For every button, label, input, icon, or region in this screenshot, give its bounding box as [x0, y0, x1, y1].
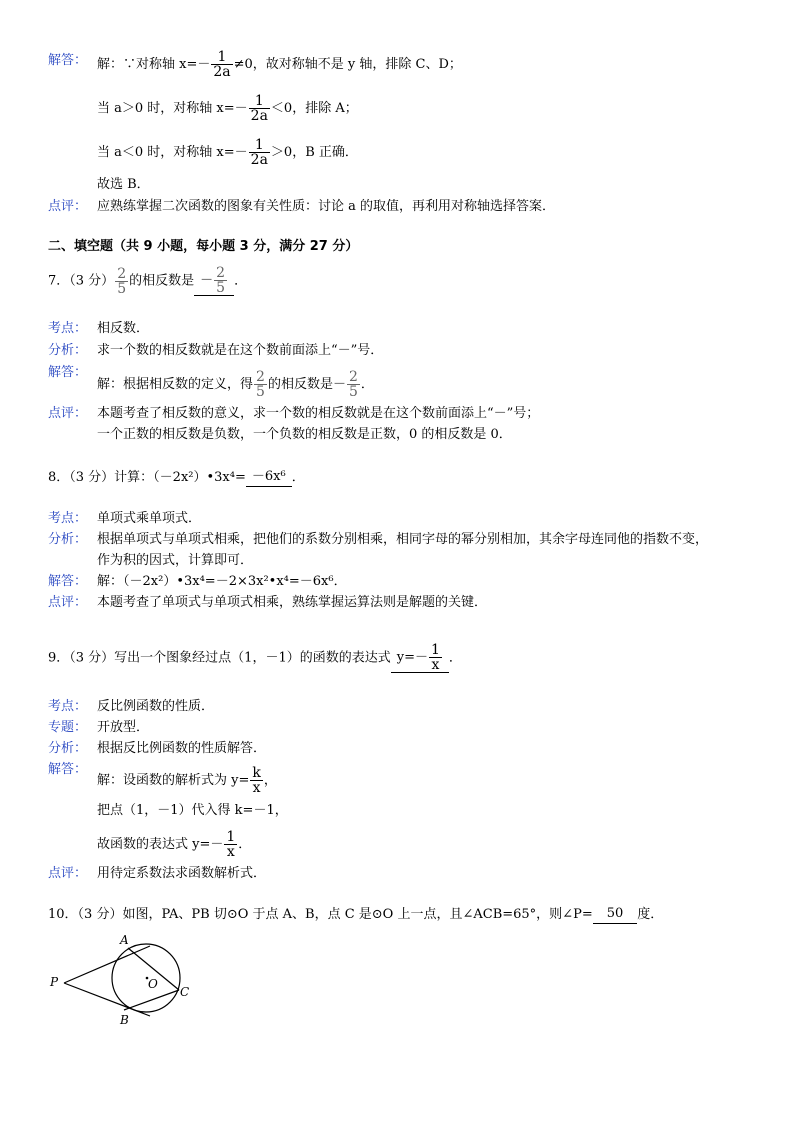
text: ＜0，排除 A；: [270, 101, 358, 116]
label-c: C: [180, 985, 190, 999]
section-title: 二、填空题（共 9 小题，每小题 3 分，满分 27 分）: [48, 239, 359, 254]
q8-answer: 解答： 解：（－2x²）•3x⁴=－2×3x²•x⁴=－6x⁶．: [48, 574, 347, 589]
tangent-pa: [64, 946, 150, 983]
q9-answer2: 把点（1，－1）代入得 k=－1，: [97, 803, 288, 818]
q9-topic: 专题： 开放型．: [48, 720, 150, 735]
answer-blank: － $\frac{2}{5}$: [194, 266, 234, 296]
q10-question: 10．（3 分）如图，PA、PB 切⊙O 于点 A、B，点 C 是⊙O 上一点，且∠ACB=65°，则∠P= 50 度．: [48, 906, 664, 922]
q8-question: 8．（3 分）计算：（－2x²）•3x⁴= －6x⁶ ．: [48, 469, 305, 485]
text: 的相反数是: [129, 273, 195, 289]
text: 解：∵对称轴 x=－: [97, 57, 211, 72]
q9-answer-tag-row: 解答：: [48, 762, 88, 777]
chord-bc: [124, 990, 179, 1010]
q7-question: 7．（3 分） $\frac{2}{5}$ 的相反数是 － $\frac{2}{5}$ ．: [48, 265, 248, 297]
answer-blank: 50: [593, 905, 638, 924]
label-b: B: [120, 1013, 129, 1027]
q9-comment: 点评： 用待定系数法求函数解析式．: [48, 866, 267, 881]
tangent-circle-figure: [44, 928, 204, 1028]
text: ≠0，故对称轴不是 y 轴，排除 C、D；: [233, 57, 462, 72]
q6-answer-line1: [0, 49, 794, 80]
fraction: $\frac{2}{5}$: [117, 265, 127, 297]
q7-answer-tag-row: 解答：: [48, 365, 88, 380]
fraction: $\frac{1}{x}$: [226, 829, 236, 860]
q6-comment: 点评： 应熟练掌握二次函数的图象有关性质：讨论 a 的取值，再利用对称轴选择答案．: [0, 196, 794, 218]
tangent-pb: [64, 983, 150, 1016]
q9-analysis: 分析： 根据反比例函数的性质解答．: [48, 741, 267, 756]
q8-point: 考点： 单项式乘单项式．: [48, 511, 202, 526]
fraction: $\frac{1}{2a}$: [213, 49, 231, 80]
fraction: $\frac{k}{x}$: [252, 765, 261, 796]
answer-tag: 解答：: [48, 53, 88, 68]
answer-blank: －6x⁶: [246, 468, 292, 487]
label-p: P: [50, 975, 59, 989]
q8-analysis1: 分析： 根据单项式与单项式相乘，把他们的系数分别相乘，相同字母的幂分别相加，其余字母连同他的指数不变，: [48, 532, 709, 547]
text: 当 a＞0 时，对称轴 x=－: [97, 101, 248, 116]
q9-answer1: 解：设函数的解析式为 y= $\frac{k}{x}$ ，: [97, 765, 277, 796]
fraction: $\frac{1}{2a}$: [250, 93, 268, 124]
question-number: 7．（3 分）: [48, 273, 115, 289]
q6-answer-line3: [0, 137, 794, 168]
fraction: $\frac{2}{5}$: [256, 369, 265, 400]
answer-blank: y=－ $\frac{1}{x}$: [391, 643, 449, 673]
comment-tag: 点评：: [48, 199, 88, 214]
q9-question: 9．（3 分）写出一个图象经过点（1，－1）的函数的表达式 y=－ $\frac{1}{x}$ ．: [48, 642, 462, 673]
q8-analysis2: 作为积的因式，计算即可．: [97, 553, 254, 568]
q7-point: 考点： 相反数．: [48, 321, 150, 336]
label-o: O: [148, 977, 158, 991]
fraction: $\frac{1}{2a}$: [250, 137, 268, 168]
fraction: $\frac{2}{5}$: [348, 369, 358, 400]
text: ＞0，B 正确．: [270, 145, 358, 160]
q7-analysis: 分析： 求一个数的相反数就是在这个数前面添上“－”号．: [48, 343, 384, 358]
q7-answer: 解：根据相反数的定义，得 $\frac{2}{5}$ 的相反数是－ $\frac{2}{5}$ ．: [97, 369, 374, 400]
q9-point: 考点： 反比例函数的性质．: [48, 699, 215, 714]
q6-answer-line2: [0, 93, 794, 124]
q8-comment: 点评： 本题考查了单项式与单项式相乘，熟练掌握运算法则是解题的关键．: [48, 595, 488, 610]
q9-answer3: 故函数的表达式 y=－ $\frac{1}{x}$ ．: [97, 829, 252, 860]
q6-answer-line4: 故选 B．: [97, 177, 150, 192]
text: 当 a＜0 时，对称轴 x=－: [97, 145, 248, 160]
label-a: A: [120, 933, 129, 947]
q7-comment1: 点评： 本题考查了相反数的意义，求一个数的相反数就是在这个数前面添上“－”号；: [48, 406, 540, 421]
q7-comment2: 一个正数的相反数是负数，一个负数的相反数是正数，0 的相反数是 0．: [97, 427, 512, 442]
